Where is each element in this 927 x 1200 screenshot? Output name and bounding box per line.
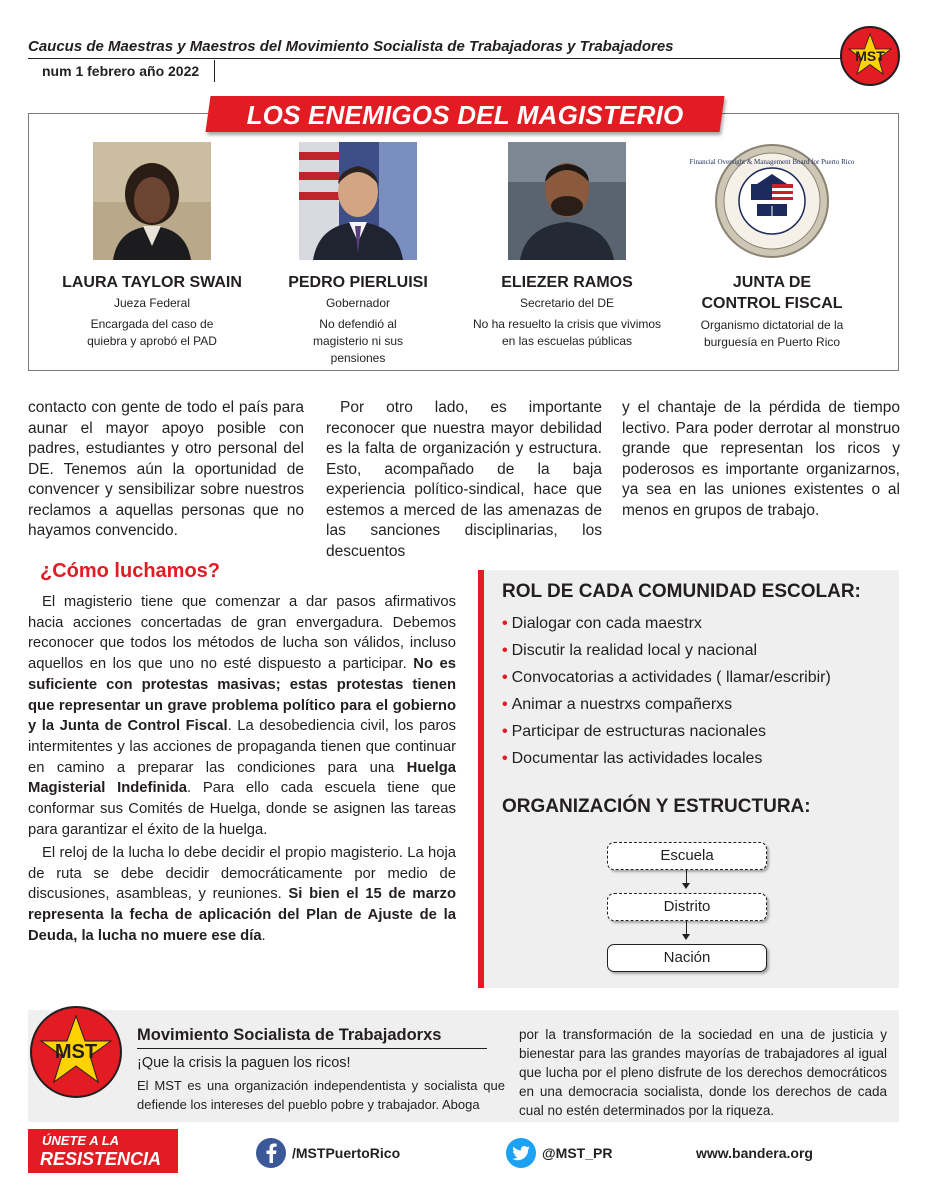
footer-divider (137, 1048, 487, 1049)
portrait-ramos (508, 142, 626, 260)
rol-list (502, 610, 831, 772)
logo-text: MST (855, 48, 885, 64)
arrow-down-icon (682, 883, 690, 889)
list-item-label: Animar a nuestrxs compañerxs (511, 696, 733, 713)
enemy-card-pierluisi (258, 142, 458, 367)
bullet-icon: • (502, 750, 508, 767)
twitter-icon (506, 1138, 536, 1168)
enemy-card-junta (672, 142, 872, 351)
enemy-name: ELIEZER RAMOS (501, 274, 633, 291)
footer-paragraph-2: por la transformación de la sociedad en una de justicia y bienestar para las grandes mayorías de trabajadores al igual que lucha por el pleno disfrute de los derechos democráticos en una democracia socialista, donde los derechos de cada cual no estén determinados por la riqueza. (519, 1027, 887, 1118)
org-level-nacion: Nación (607, 944, 767, 972)
mst-logo-footer (30, 1006, 122, 1098)
bullet-icon: • (502, 615, 508, 632)
org-title: ORGANIZACIÓN Y ESTRUCTURA: (502, 796, 811, 817)
text: El magisterio tiene que comenzar a dar pasos afirmativos hacia acciones concertadas de gran envergadura. Debemos reconocer que todos los métodos de lucha son válidos, incluso aquellos en los que uno no esté dispuesto a participar. (28, 594, 456, 673)
website-url: www.bandera.org (696, 1145, 813, 1161)
unete-label-small: ÚNETE A LA (42, 1133, 120, 1148)
logo-text: MST (54, 1041, 98, 1063)
bullet-icon: • (502, 669, 508, 686)
list-item-label: Discutir la realidad local y nacional (511, 642, 758, 659)
issue-label: num 1 febrero año 2022 (42, 63, 200, 79)
list-item (502, 745, 831, 772)
list-item-label: Participar de estructuras nacionales (511, 723, 766, 740)
org-level-escuela: Escuela (607, 842, 767, 870)
issue-divider (214, 60, 215, 82)
portrait-pierluisi (299, 142, 417, 260)
footer-paragraph-1: El MST es una organización independentista y socialista que defiende los intereses del pueblo pobre y trabajador. Aboga (137, 1078, 505, 1112)
arrow-line (686, 870, 687, 884)
list-item (502, 610, 831, 637)
text: . La desobediencia civil, los paros intermitentes y las acciones de propaganda tienen que continuar en camino a preparar las condiciones para una (28, 718, 457, 776)
header-title: Caucus de Maestras y Maestros del Movimiento Socialista de Trabajadoras y Trabajadores (28, 38, 674, 55)
enemy-name: JUNTA DE CONTROL FISCAL (701, 274, 843, 312)
enemy-desc: No ha resuelto la crisis que vivimos en las escuelas públicas (472, 317, 662, 348)
como-paragraph-2 (28, 843, 456, 947)
bold-text: Si bien el 15 de marzo representa la fecha de aplicación del Plan de Ajuste de la Deuda, la lucha no muere ese día (28, 886, 456, 944)
facebook-handle: /MSTPuertoRico (292, 1145, 401, 1161)
arrow-line (686, 921, 687, 935)
bold-text: No es suficiente con protestas masivas; estas protestas tienen que representar un grave problema político para el gobierno y la Junta de Control Fiscal (28, 656, 456, 735)
bullet-icon: • (502, 723, 508, 740)
enemies-banner-title: LOS ENEMIGOS DEL MAGISTERIO (246, 100, 684, 130)
list-item-label: Dialogar con cada maestrx (511, 615, 702, 632)
arrow-down-icon (682, 934, 690, 940)
list-item (502, 718, 831, 745)
text: El reloj de la lucha lo debe decidir el propio magisterio. La hoja de ruta se debe decidir democráticamente por medio de discusiones, asambleas, y reuniones. (28, 845, 456, 903)
column-3: y el chantaje de la pérdida de tiempo lectivo. Para poder derrotar al monstruo grande que representan los ricos y poderosos es importante organizarnos, ya sea en las uniones existentes o al menos en grupos de trabajo. (622, 399, 900, 519)
rol-panel-accent (478, 570, 484, 988)
seal-text: Financial Oversight & Management Board for Puerto Rico (689, 158, 855, 166)
header-divider (28, 58, 850, 59)
list-item (502, 664, 831, 691)
column-2: Por otro lado, es importante reconocer que nuestra mayor debilidad es la falta de organización y estructura. Esto, acompañado de la baja experiencia político-sindical, hace que estemos a merced de las amenazas de las sanciones disciplinarias, los descuentos (326, 399, 602, 560)
list-item-label: Documentar las actividades locales (511, 750, 763, 767)
bullet-icon: • (502, 696, 508, 713)
text: . (261, 927, 266, 944)
bold-text: Huelga Magisterial Indefinida (28, 759, 456, 797)
text: . Para ello cada escuela tiene que conformar sus Comités de Huelga, donde se asignen las tareas para garantizar el éxito de la huelga. (28, 780, 456, 838)
enemy-name: LAURA TAYLOR SWAIN (62, 274, 242, 291)
enemy-role: Secretario del DE (519, 296, 615, 310)
footer-title: Movimiento Socialista de Trabajadorxs (137, 1026, 442, 1044)
unete-label-big: RESISTENCIA (40, 1149, 162, 1169)
enemy-desc: Encargada del caso de quiebra y aprobó el PAD (87, 317, 217, 348)
portrait-swain (93, 142, 211, 260)
como-paragraph-1 (28, 592, 456, 840)
enemy-role: Gobernador (325, 296, 391, 310)
column-1: contacto con gente de todo el país para aunar el mayor apoyo posible con padres, estudiantes y otro personal del DE. Tenemos aún la oportunidad de convencer y sensibilizar sobre nuestros reclamos a aquellas personas que no hayamos convencido. (28, 399, 304, 539)
facebook-icon (256, 1138, 286, 1168)
section-title-como: ¿Cómo luchamos? (40, 560, 221, 582)
facebook-link[interactable] (256, 1138, 400, 1168)
twitter-link[interactable] (506, 1138, 612, 1168)
org-level-distrito: Distrito (607, 893, 767, 921)
footer-slogan: ¡Que la crisis la paguen los ricos! (137, 1055, 351, 1071)
enemy-desc: Organismo dictatorial de la burguesía en Puerto Rico (700, 318, 844, 349)
bullet-icon: • (502, 642, 508, 659)
list-item (502, 691, 831, 718)
list-item-label: Convocatorias a actividades ( llamar/escribir) (511, 669, 831, 686)
enemy-card-swain (52, 142, 252, 350)
junta-seal-icon (689, 142, 855, 260)
list-item (502, 637, 831, 664)
twitter-handle: @MST_PR (542, 1145, 613, 1161)
website-link[interactable] (696, 1138, 813, 1168)
enemy-name: PEDRO PIERLUISI (288, 274, 428, 291)
enemy-card-ramos (467, 142, 667, 350)
enemy-desc: No defendió al magisterio ni sus pensiones (312, 317, 404, 365)
rol-title: ROL DE CADA COMUNIDAD ESCOLAR: (502, 581, 861, 602)
mst-logo-header (840, 26, 900, 86)
enemy-role: Jueza Federal (113, 296, 191, 310)
